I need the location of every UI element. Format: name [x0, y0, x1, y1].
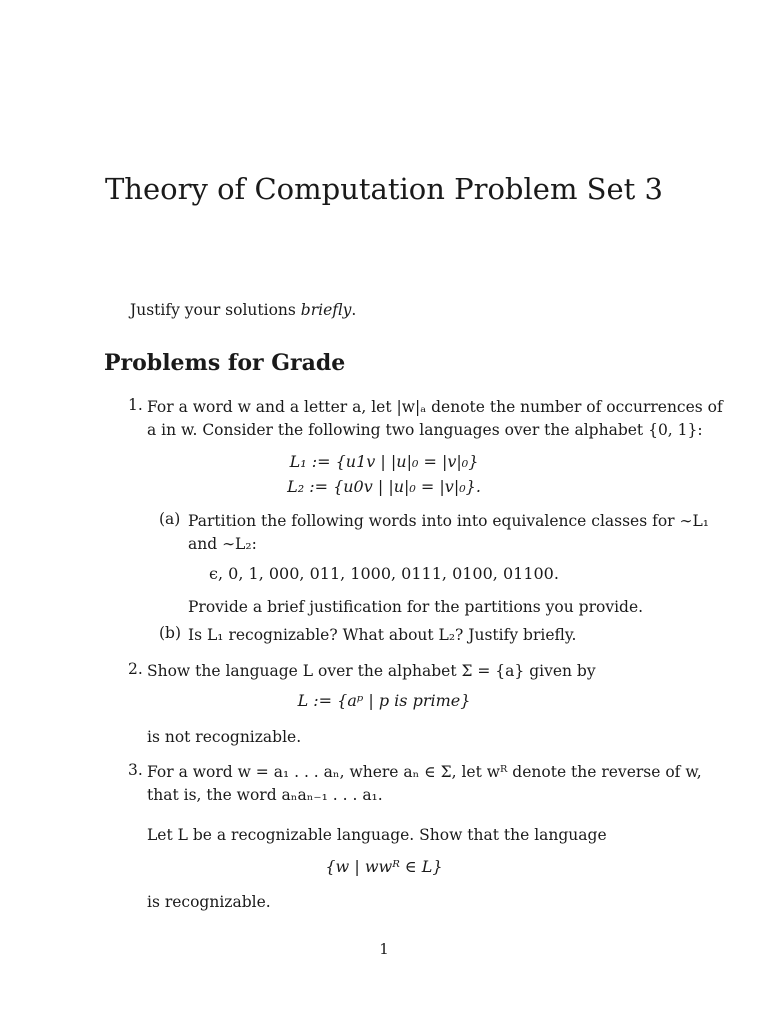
- problem-3-equation: {w | wwᴿ ∈ L}: [325, 857, 443, 876]
- intro-suffix: .: [351, 301, 357, 319]
- section-heading: Problems for Grade: [104, 350, 346, 376]
- problem-1b-label: (b): [159, 624, 182, 642]
- problem-2-text-after: is not recognizable.: [147, 728, 302, 746]
- problem-3-text-line2: that is, the word aₙaₙ₋₁ . . . a₁.: [147, 786, 383, 804]
- problem-3-text-after: is recognizable.: [147, 893, 271, 911]
- problem-3-text-line1: For a word w = a₁ . . . aₙ, where aₙ ∈ Σ, let wᴿ denote the reverse of w,: [147, 763, 702, 781]
- document-title: Theory of Computation Problem Set 3: [104, 172, 664, 206]
- problem-1a-line1: Partition the following words into into equivalence classes for ∼L₁: [188, 512, 710, 530]
- problem-1-text-line2: a in w. Consider the following two languages over the alphabet {0, 1}:: [147, 421, 703, 439]
- problem-3-number: 3.: [128, 761, 143, 779]
- intro-prefix: Justify your solutions: [130, 301, 301, 319]
- intro-text: [130, 301, 356, 319]
- problem-2-number: 2.: [128, 660, 143, 678]
- problem-1-number: 1.: [128, 396, 143, 414]
- problem-2-equation: L := {aᵖ | p is prime}: [297, 691, 471, 710]
- problem-1-text-line1: For a word w and a letter a, let |w|ₐ denote the number of occurrences of: [147, 398, 723, 416]
- problem-1a-line2: and ∼L₂:: [188, 535, 257, 553]
- problem-1-equation-1: L₁ := {u1v | |u|₀ = |v|₀}: [289, 452, 479, 471]
- problem-1a-word-list: ϵ, 0, 1, 000, 011, 1000, 0111, 0100, 01100.: [209, 564, 559, 583]
- problem-2-text-line1: Show the language L over the alphabet Σ = {a} given by: [147, 662, 596, 680]
- page-number: 1: [379, 940, 389, 958]
- problem-1-equation-2: L₂ := {u0v | |u|₀ = |v|₀}.: [287, 477, 481, 496]
- intro-emphasis: briefly: [300, 301, 352, 319]
- problem-1a-label: (a): [159, 510, 181, 528]
- problem-1a-followup: Provide a brief justification for the partitions you provide.: [188, 598, 644, 616]
- problem-3-text-line3: Let L be a recognizable language. Show that the language: [147, 826, 607, 844]
- problem-1b-line1: Is L₁ recognizable? What about L₂? Justify briefly.: [188, 626, 577, 644]
